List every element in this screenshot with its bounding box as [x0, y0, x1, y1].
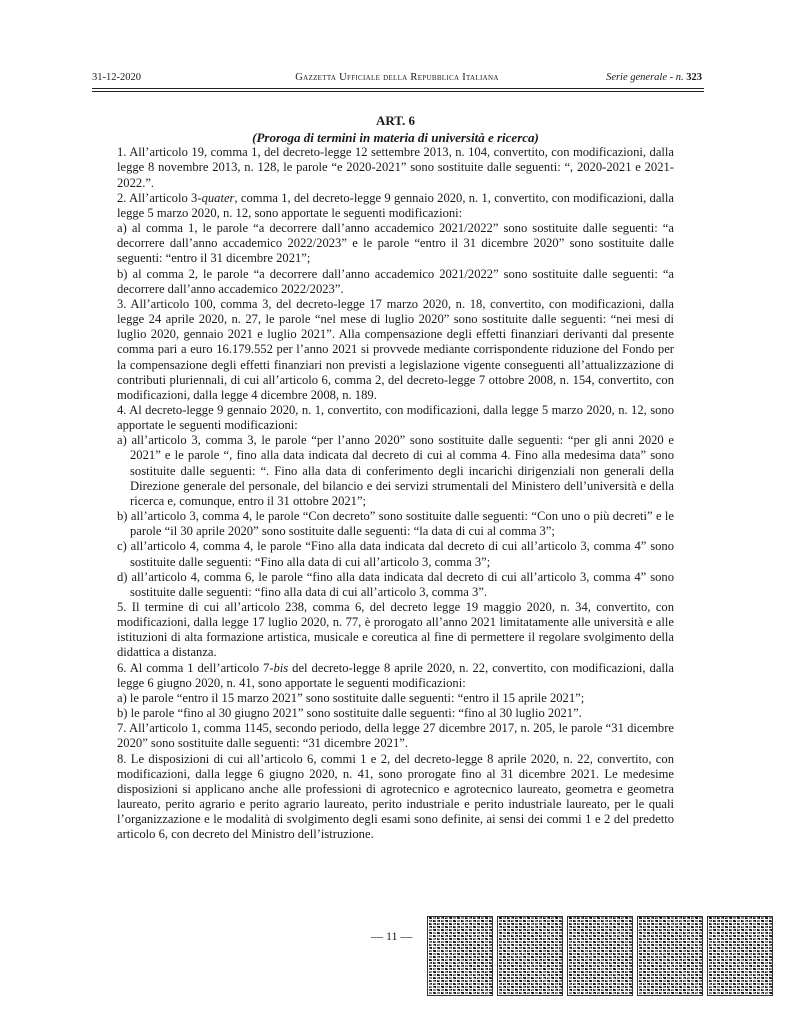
datamatrix-code-5: [707, 916, 773, 996]
paragraph-6a: a) le parole “entro il 15 marzo 2021” sono sostituite dalle seguenti: “entro il 15 aprile 2021”;: [117, 690, 585, 705]
header-series-label: Serie generale - n.: [606, 72, 684, 83]
datamatrix-code-1: [427, 916, 493, 996]
header-series-number: 323: [686, 72, 702, 83]
paragraph-1: 1. All’articolo 19, comma 1, del decreto-legge 12 settembre 2013, n. 104, convertito, con modificazioni, dalla legge 8 novembre 2013, n. 128, le parole “e 2020-2021” sono sostituite dalle seguenti: “, 2020-2021 e 2021-2022.”.: [117, 145, 674, 190]
paragraph-2a: a) al comma 1, le parole “a decorrere dall’anno accademico 2021/2022” sono sostituite dalle seguenti: “a decorrere dall’anno accademico 2022/2023” e le parole “entro il 31 dicembre 2020” sono sostituite dalle seguenti: “entro il 31 dicembre 2021”;: [117, 221, 674, 266]
article-body: [117, 113, 674, 843]
paragraph-6-after: del decreto-legge 8 aprile 2020, n. 22, convertito, con modificazioni, dalla legge 6 giugno 2020, n. 41, sono apportate le seguenti modificazioni:: [117, 660, 675, 690]
header-rule-top: [92, 88, 704, 89]
paragraph-6: [117, 661, 674, 691]
datamatrix-code-4: [637, 916, 703, 996]
article-subtitle: (Proroga di termini in materia di università e ricerca): [252, 130, 539, 146]
header-rule-bottom: [92, 91, 704, 92]
paragraph-2-after: , comma 1, del decreto-legge 9 gennaio 2020, n. 1, convertito, con modificazioni, dalla legge 5 marzo 2020, n. 12, sono apportate le seguenti modificazioni:: [117, 190, 675, 220]
page-header: [92, 70, 702, 88]
paragraph-6-before: 6. Al comma 1 dell’articolo 7-: [117, 660, 274, 675]
datamatrix-code-3: [567, 916, 633, 996]
paragraph-3: 3. All’articolo 100, comma 3, del decreto-legge 17 marzo 2020, n. 18, convertito, con modificazioni, dalla legge 24 aprile 2020, n. 27, le parole “nel mese di luglio 2020” sono sostituite dalle seguenti: “nei mesi di luglio 2020, gennaio 2021 e luglio 2021”. Alla compensazione degli effetti finanziari derivanti dal presente comma pari a euro 16.179.552 per l’anno 2021 si provvede mediante corrispondente riduzione del Fondo per la compensazione degli effetti finanziari non previsti a legislazione vigente conseguenti all’attualizzazione di contributi pluriennali, di cui all’articolo 6, comma 2, del decreto-legge 7 ottobre 2008, n. 154, convertito, con modificazioni, dalla legge 4 dicembre 2008, n. 189.: [117, 296, 674, 402]
article-title: ART. 6: [375, 113, 416, 128]
paragraph-5: 5. Il termine di cui all’articolo 238, comma 6, del decreto legge 19 maggio 2020, n. 34, convertito, con modificazioni, dalla legge 17 luglio 2020, n. 77, è prorogato all’anno 2021 limitatamente alle università e alle istituzioni di alta formazione artistica, musicale e coreutica al fine di permettere il regolare svolgimento della didattica a distanza.: [117, 600, 674, 660]
paragraph-4a: a) all’articolo 3, comma 3, le parole “per l’anno 2020” sono sostituite dalle seguenti: “per gli anni 2020 e 2021” e le parole “, fino alla data indicata dal decreto di cui al comma 4. Fino alla medesima data” sono sostituite dalle seguenti: “. Fino alla data di conferimento degli incarichi dirigenziali non generali della Direzione generale del personale, del bilancio e dei servizi strumentali del Ministero dell’università e della ricerca e, comunque, entro il 31 ottobre 2021”;: [117, 433, 674, 508]
paragraph-4d: d) all’articolo 4, comma 6, le parole “fino alla data indicata dal decreto di cui all’articolo 3, comma 4” sono sostituite dalle seguenti: “fino alla data di cui all’articolo 3, comma 3”.: [117, 569, 674, 599]
paragraph-6-italic: bis: [273, 660, 289, 675]
paragraph-2-before: 2. All’articolo 3-: [117, 190, 202, 205]
header-gazette-title: Gazzetta Ufficiale della Repubblica Italiana: [295, 72, 499, 83]
paragraph-2b: b) al comma 2, le parole “a decorrere dall’anno accademico 2021/2022” sono sostituite dalle seguenti: “a decorrere dall’anno accademico 2022/2023”.: [117, 266, 674, 296]
paragraph-2-italic: quater: [201, 190, 235, 205]
footer-codes: [427, 916, 773, 996]
page-number: — 11 —: [371, 929, 413, 943]
paragraph-2: [117, 191, 674, 221]
paragraph-6b: b) le parole “fino al 30 giugno 2021” sono sostituite dalle seguenti: “fino al 30 luglio 2021”.: [117, 706, 582, 721]
paragraph-7: 7. All’articolo 1, comma 1145, secondo periodo, della legge 27 dicembre 2017, n. 205, le parole “31 dicembre 2020” sono sostituite dalle seguenti: “31 dicembre 2021”.: [117, 721, 674, 751]
header-series: [606, 72, 702, 83]
paragraph-4b: b) all’articolo 3, comma 4, le parole “Con decreto” sono sostituite dalle seguenti: “Con uno o più decreti” e le parole “il 30 aprile 2020” sono sostituite dalle seguenti: “la data di cui al comma 3”;: [117, 509, 674, 539]
datamatrix-code-2: [497, 916, 563, 996]
header-date: 31-12-2020: [92, 72, 141, 83]
paragraph-8: 8. Le disposizioni di cui all’articolo 6, commi 1 e 2, del decreto-legge 8 aprile 2020, n. 22, convertito, con modificazioni, dalla legge 6 giugno 2020, n. 41, sono prorogate fino al 31 dicembre 2021. Le medesime disposizioni si applicano anche alle professioni di agrotecnico e agrotecnico laureato, geometra e geometra laureato, perito agrario e perito agrario laureato, perito industriale e perito industriale laureato, per le quali l’organizzazione e le modalità di svolgimento degli esami sono definite, ai sensi dei commi 1 e 2 del predetto articolo 6, con decreto del Ministro dell’istruzione.: [117, 751, 674, 842]
paragraph-4: 4. Al decreto-legge 9 gennaio 2020, n. 1, convertito, con modificazioni, dalla legge 5 marzo 2020, n. 12, sono apportate le seguenti modificazioni:: [117, 402, 674, 433]
paragraph-4c: c) all’articolo 4, comma 4, le parole “Fino alla data indicata dal decreto di cui all’articolo 3, comma 4” sono sostituite dalle seguenti: “Fino alla data di cui all’articolo 3, comma 3”;: [117, 539, 674, 569]
